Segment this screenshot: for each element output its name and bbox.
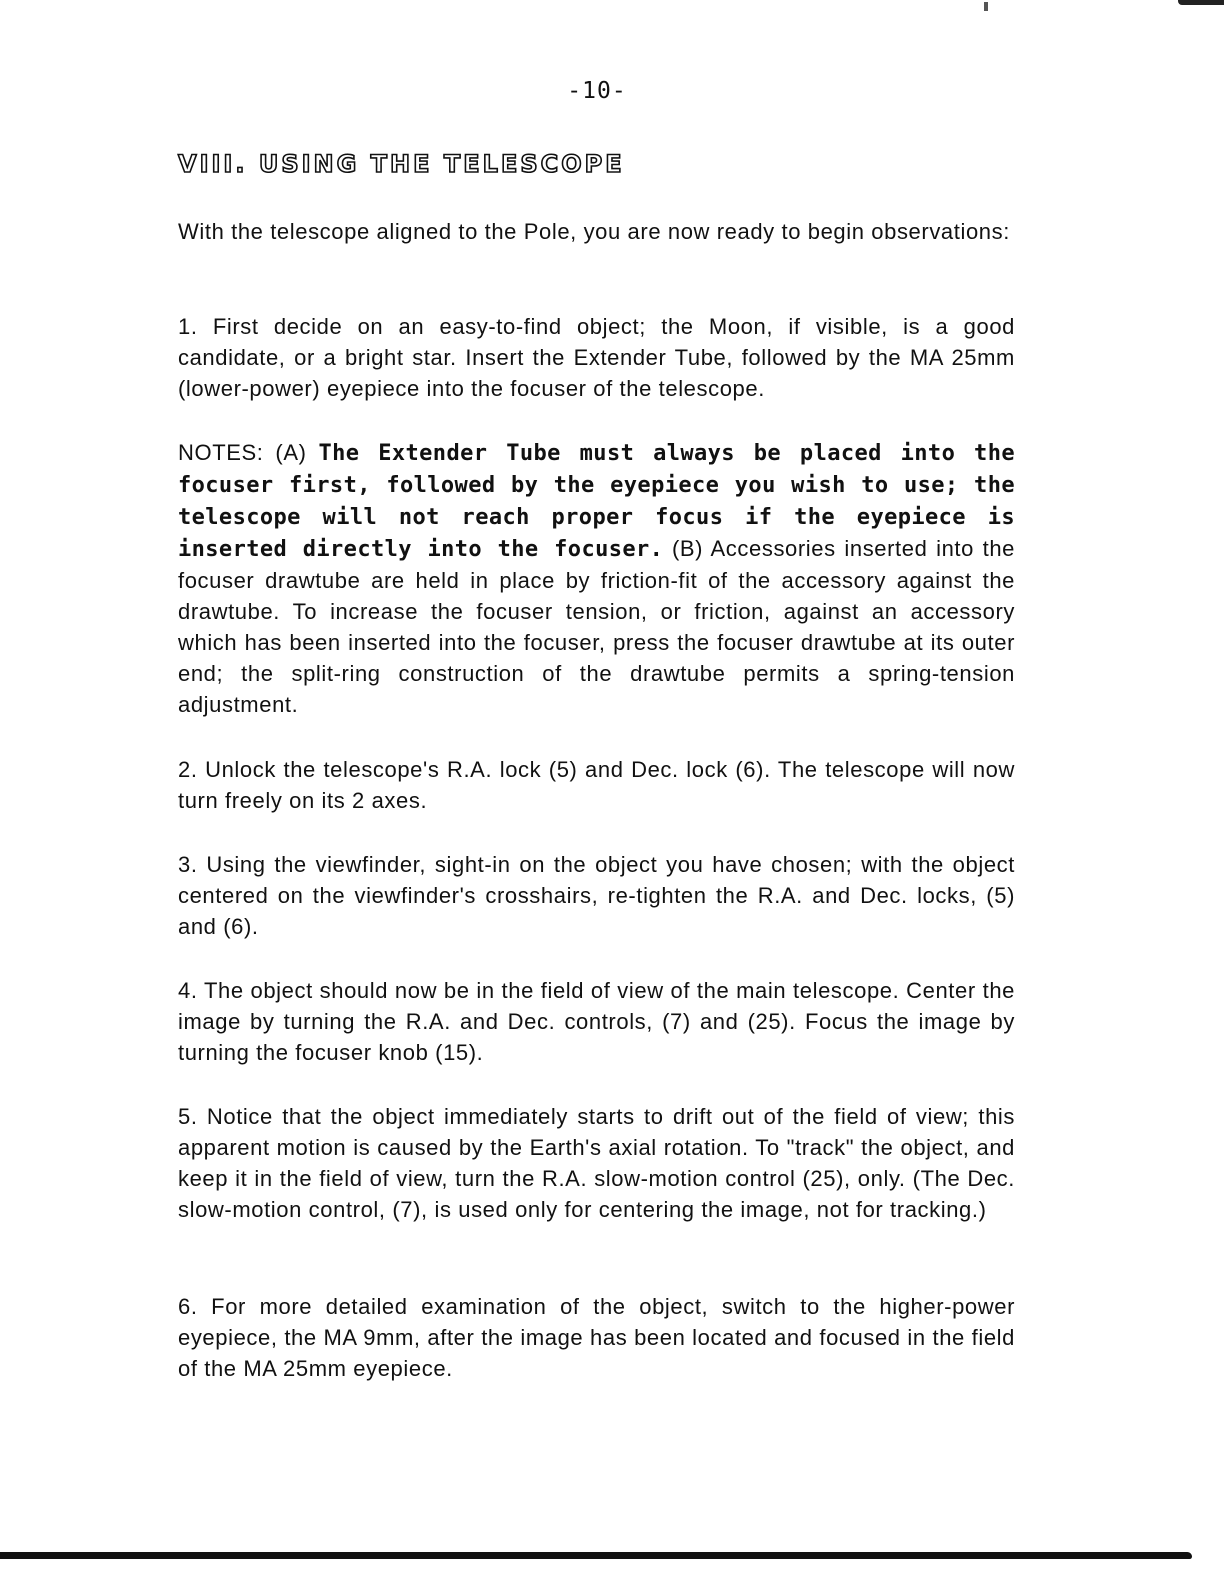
page-number: -10- xyxy=(567,78,627,104)
notes-prefix: NOTES: (A) xyxy=(178,440,319,465)
step-2-paragraph: 2. Unlock the telescope's R.A. lock (5) and Dec. lock (6). The telescope will now turn freely on its 2 axes. xyxy=(178,757,1015,813)
section-heading: VIII. USING THE TELESCOPE xyxy=(178,150,625,178)
notes-continuation: (B) Accessories inserted into the focuser drawtube are held in place by friction-fit of the accessory against the drawtube. To increase the focuser tension, or friction, against an accessory which has been inserted into the focuser, press the focuser drawtube at its outer end; the split-ring construction of the drawtube permits a spring-tension adjustment. xyxy=(178,536,1015,717)
notes-emphasis: The Extender Tube must always be placed into the focuser first, followed by the eyepiece you wish to use; the telescope will not reach proper focus if the eyepiece is inserted directly into the focuser. xyxy=(178,441,1015,562)
step-6-paragraph: 6. For more detailed examination of the object, switch to the higher-power eyepiece, the MA 9mm, after the image has been located and focused in the field of the MA 25mm eyepiece. xyxy=(178,1294,1015,1381)
step-5-paragraph: 5. Notice that the object immediately starts to drift out of the field of view; this apparent motion is caused by the Earth's axial rotation. To "track" the object, and keep it in the field of view, turn the R.A. slow-motion control (25), only. (The Dec. slow-motion control, (7), is used only for centering the image, not for tracking.) xyxy=(178,1104,1015,1222)
scan-speck xyxy=(984,2,988,11)
step-1-paragraph: 1. First decide on an easy-to-find object; the Moon, if visible, is a good candidate, or a bright star. Insert the Extender Tube, followed by the MA 25mm (lower-power) eyepiece into the focuser of the telescope. xyxy=(178,314,1015,401)
step-4-paragraph: 4. The object should now be in the field of view of the main telescope. Center the image by turning the R.A. and Dec. controls, (7) and (25). Focus the image by turning the focuser knob (15). xyxy=(178,978,1015,1065)
bottom-rule xyxy=(0,1552,1192,1559)
notes-paragraph xyxy=(178,437,1015,720)
scan-edge-mark xyxy=(1178,0,1224,5)
intro-paragraph: With the telescope aligned to the Pole, you are now ready to begin observations: xyxy=(178,219,1010,244)
step-3-paragraph: 3. Using the viewfinder, sight-in on the object you have chosen; with the object centered on the viewfinder's crosshairs, re-tighten the R.A. and Dec. locks, (5) and (6). xyxy=(178,852,1015,939)
